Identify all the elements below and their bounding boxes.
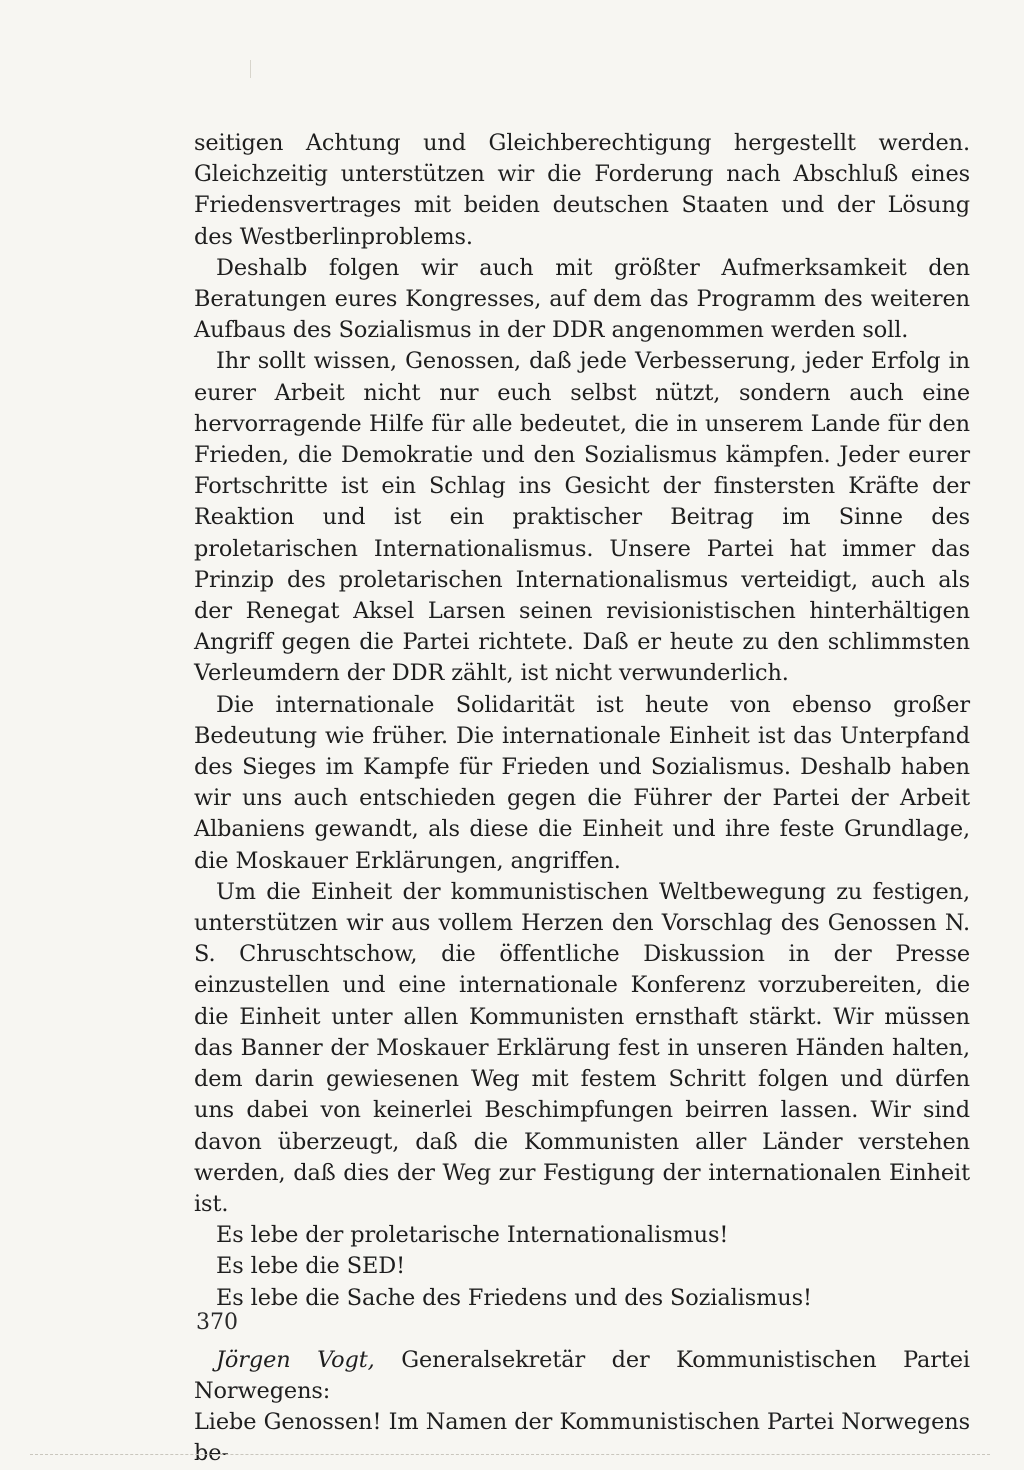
paragraph-1: seitigen Achtung und Gleichberechtigung hergestellt werden. Gleichzeitig unterstützen wir die Forderung nach Abschluß eines Friedensvertrages mit beiden deutschen Staaten und der Lösung des Westberlinproblems. [194, 130, 970, 250]
cheer-line-2: Es lebe die SED! [216, 1253, 405, 1280]
body-text [194, 128, 970, 1470]
section-gap [194, 1314, 970, 1345]
speech-opening: Liebe Genossen! Im Namen der Kommunistischen Partei Norwegens be- [194, 1409, 970, 1467]
cheer-line-3: Es lebe die Sache des Friedens und des Sozialismus! [216, 1284, 812, 1311]
cheer-line-1: Es lebe der proletarische Internationalismus! [216, 1222, 729, 1249]
speech-intro [194, 1345, 970, 1407]
paragraph-2: Deshalb folgen wir auch mit größter Aufmerksamkeit den Beratungen eures Kongresses, auf dem das Programm des weiteren Aufbaus des Sozialismus in der DDR angenommen werden soll. [194, 254, 970, 344]
speaker-role: Generalsekretär der Kommunistischen Partei Norwegens: [194, 1346, 970, 1404]
paragraph-5: Um die Einheit der kommunistischen Weltbewegung zu festigen, unterstützen wir aus vollem Herzen den Vorschlag des Genossen N. S. Chruschtschow, die öffentliche Diskussion in der Presse einzustellen und eine internationale Konferenz vorzubereiten, die die Einheit unter allen Kommunisten ernsthaft stärkt. Wir müssen das Banner der Moskauer Erklärung fest in unseren Händen halten, dem darin gewiesenen Weg mit festem Schritt folgen und dürfen uns dabei von keinerlei Beschimpfungen beirren lassen. Wir sind davon überzeugt, daß die Kommunisten aller Länder verstehen werden, daß dies der Weg zur Festigung der internationalen Einheit ist. [194, 878, 970, 1217]
paragraph-4: Die internationale Solidarität ist heute von ebenso großer Bedeutung wie früher. Die internationale Einheit ist das Unterpfand des Sieges im Kampfe für Frieden und Sozialismus. Deshalb haben wir uns auch entschieden gegen die Führer der Partei der Arbeit Albaniens gewandt, als diese die Einheit und ihre feste Grundlage, die Moskauer Erklärungen, angriffen. [194, 691, 970, 874]
scan-edge-line [30, 1454, 990, 1455]
scan-artifact-mark [250, 60, 251, 78]
paragraph-3: Ihr sollt wissen, Genossen, daß jede Verbesserung, jeder Erfolg in eurer Arbeit nicht nur euch selbst nützt, sondern auch eine hervorragende Hilfe für alle bedeutet, die in unserem Lande für den Frieden, die Demokratie und den Sozialismus kämpfen. Jeder eurer Fortschritte ist ein Schlag ins Gesicht der finstersten Kräfte der Reaktion und ist ein praktischer Beitrag im Sinne des proletarischen Internationalismus. Unsere Partei hat immer das Prinzip des proletarischen Internationalismus verteidigt, auch als der Renegat Aksel Larsen seinen revisionistischen hinterhältigen Angriff gegen die Partei richtete. Daß er heute zu den schlimmsten Verleumdern der DDR zählt, ist nicht verwunderlich. [194, 348, 970, 687]
speaker-name: Jörgen Vogt, [216, 1346, 375, 1373]
page-number: 370 [196, 1310, 238, 1335]
